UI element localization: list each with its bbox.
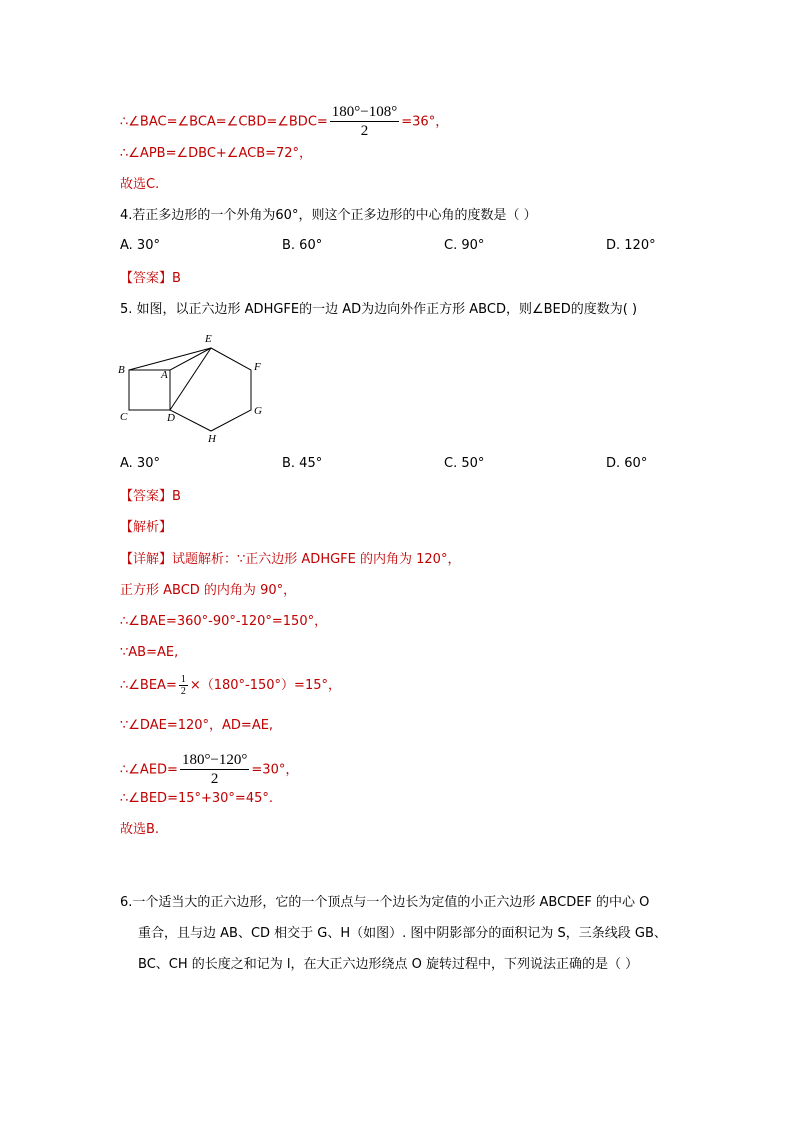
q6-line2: 重合，且与边 AB、CD 相交于 G、H（如图）. 图中阴影部分的面积记为 S，三条线段 GB、 [138,926,667,941]
q5-detail7-prefix: ∴∠AED= [120,762,178,778]
q6-line3: BC、CH 的长度之和记为 l，在大正六边形绕点 O 旋转过程中，下列说法正确的是（ ） [138,957,639,972]
q4-option-a: A. 30° [120,238,160,253]
sol3-line2: ∴∠APB=∠DBC+∠ACB=72°， [120,146,313,161]
q5-detail-line6: ∵∠DAE=120°，AD=AE, [120,718,274,733]
sol3-fraction-numerator: 180°−108° [331,104,398,120]
q5-detail5-suffix: ×（180°-150°）=15°， [189,678,341,693]
sol3-line1-prefix: ∴∠BAC=∠BCA=∠CBD=∠BDC= [120,114,328,130]
q5-detail-line8: ∴∠BED=15°+30°=45°. [120,791,274,806]
label-a: A [161,369,168,381]
q4-option-b: B. 60° [282,238,323,253]
q5-detail-line5 [120,674,341,697]
label-b: B [118,364,125,376]
label-g: G [254,405,262,417]
label-e: E [205,333,212,345]
q6-line1: 6.一个适当大的正六边形，它的一个顶点与一个边长为定值的小正六边形 ABCDEF 的中心 O [120,895,650,910]
q4-answer: 【答案】B [120,271,181,286]
q5-detail-line4: ∵AB=AE, [120,645,179,660]
sol3-line1 [120,104,448,140]
q5-stem: 5. 如图，以正六边形 ADHGFE的一边 AD为边向外作正方形 ABCD，则∠BED的度数为( ) [120,302,638,317]
q4-stem: 4.若正多边形的一个外角为60°，则这个正多边形的中心角的度数是（ ） [120,208,537,223]
q5-analysis-heading: 【解析】 [120,520,173,535]
sol3-line1-suffix: =36°， [401,114,449,130]
q5-detail-line7 [120,752,298,788]
q5-half-numerator: 1 [180,674,186,685]
label-h: H [208,433,216,445]
q5-half-denominator: 2 [180,686,186,697]
sol3-fraction [330,104,399,140]
q5-detail-line3: ∴∠BAE=360°-90°-120°=150°， [120,614,328,629]
q5-aed-fraction [180,752,249,788]
q5-detail-line1 [120,550,460,570]
q5-answer: 【答案】B [120,489,181,504]
q5-aed-denominator: 2 [210,771,219,787]
q5-option-b: B. 45° [282,456,323,471]
q4-option-c: C. 90° [444,238,485,253]
q5-detail5-prefix: ∴∠BEA= [120,678,177,693]
q5-option-d: D. 60° [606,456,648,471]
hexagon-shape [170,348,251,431]
q5-aed-numerator: 180°−120° [181,752,248,768]
label-d: D [167,412,175,424]
q5-option-a: A. 30° [120,456,160,471]
sol3-line3: 故选C. [120,177,160,192]
q5-detail-line2: 正方形 ABCD 的内角为 90°， [120,583,297,598]
label-f: F [254,361,261,373]
q4-option-d: D. 120° [606,238,656,253]
q5-detail-line9: 故选B. [120,822,160,837]
q5-option-c: C. 50° [444,456,485,471]
q5-half-fraction [179,674,188,697]
hexagon-square-figure [115,328,275,446]
q5-detail7-suffix: =30°， [251,762,299,778]
q5-detail-text: 试题解析：∵正六边形 ADHGFE 的内角为 120°， [172,552,461,567]
sol3-fraction-denominator: 2 [360,123,369,139]
label-c: C [120,411,128,423]
q5-detail-tag: 【详解】 [120,552,173,567]
